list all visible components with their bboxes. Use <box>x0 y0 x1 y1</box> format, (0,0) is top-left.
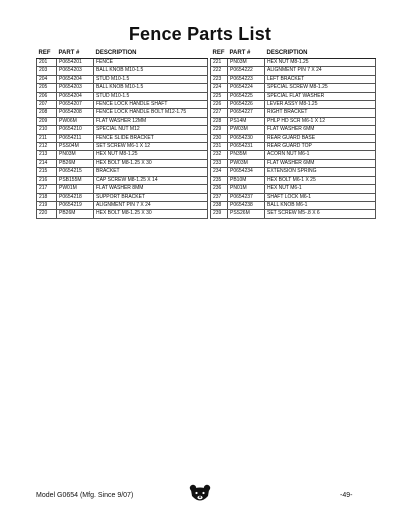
table-row <box>37 210 208 218</box>
page-title: Fence Parts List <box>128 24 272 44</box>
ref-cell: 234 <box>211 168 228 176</box>
description-cell: SPECIAL FLAT WASHER <box>265 92 376 100</box>
ref-cell: 214 <box>37 159 57 167</box>
ref-cell: 237 <box>211 193 228 201</box>
description-cell: FLAT WASHER 12MM <box>94 117 208 125</box>
table-row <box>37 59 208 67</box>
ref-cell: 209 <box>37 117 57 125</box>
table-row <box>211 117 376 125</box>
ref-cell: 235 <box>211 176 228 184</box>
ref-cell: 219 <box>37 201 57 209</box>
description-cell: HEX NUT M6-1 <box>265 185 376 193</box>
part-number-cell: P0654222 <box>228 67 265 75</box>
table-row <box>211 101 376 109</box>
part-number-cell: PN35M <box>228 151 265 159</box>
description-cell: PHLP HD SCR M6-1 X 12 <box>265 117 376 125</box>
ref-cell: 226 <box>211 101 228 109</box>
part-number-cell: P0654204 <box>57 75 94 83</box>
table-row <box>211 143 376 151</box>
bear-head-logo-icon <box>188 484 212 504</box>
ref-column-header: REF <box>211 49 228 59</box>
ref-cell: 239 <box>211 210 228 218</box>
part-number-cell: P0654227 <box>228 109 265 117</box>
ref-cell: 206 <box>37 92 57 100</box>
table-row <box>37 101 208 109</box>
description-cell: CAP SCREW M8-1.25 X 14 <box>94 176 208 184</box>
description-cell: FLAT WASHER 6MM <box>265 159 376 167</box>
part-number-cell: P0654238 <box>228 201 265 209</box>
description-cell: SHAFT LOCK M6-1 <box>265 193 376 201</box>
description-cell: FLAT WASHER 6MM <box>265 126 376 134</box>
ref-cell: 223 <box>211 75 228 83</box>
part-number-cell: PN03M <box>228 59 265 67</box>
ref-cell: 205 <box>37 84 57 92</box>
table-row <box>37 143 208 151</box>
ref-cell: 222 <box>211 67 228 75</box>
table-row <box>211 59 376 67</box>
table-row <box>37 109 208 117</box>
table-row <box>211 201 376 209</box>
part-number-cell: P0654234 <box>228 168 265 176</box>
description-column-header: DESCRIPTION <box>265 49 376 59</box>
description-cell: SUPPORT BRACKET <box>94 193 208 201</box>
part-number-cell: P0654208 <box>57 109 94 117</box>
part-number-cell: P0654237 <box>228 193 265 201</box>
ref-cell: 238 <box>211 201 228 209</box>
part-number-cell: PS14M <box>228 117 265 125</box>
part-number-cell: PW03M <box>228 159 265 167</box>
part-column-header: PART # <box>57 49 94 59</box>
parts-table-right <box>210 49 376 219</box>
description-cell: FENCE LOCK HANDLE BOLT M12-1.75 <box>94 109 208 117</box>
table-row <box>37 92 208 100</box>
ref-cell: 230 <box>211 134 228 142</box>
ref-column-header: REF <box>37 49 57 59</box>
table-row <box>211 75 376 83</box>
description-cell: HEX NUT M8-1.25 <box>265 59 376 67</box>
description-cell: HEX BOLT M8-1.25 X 30 <box>94 210 208 218</box>
part-number-cell: PSS04M <box>57 143 94 151</box>
model-footer: Model G0654 (Mfg. Since 9/07) <box>36 492 134 499</box>
table-row <box>211 168 376 176</box>
ref-cell: 233 <box>211 159 228 167</box>
table-row <box>211 193 376 201</box>
description-cell: ALIGNMENT PIN 7 X 24 <box>94 201 208 209</box>
part-number-cell: P0654211 <box>57 134 94 142</box>
ref-cell: 215 <box>37 168 57 176</box>
description-cell: LEFT BRACKET <box>265 75 376 83</box>
table-row <box>211 126 376 134</box>
description-cell: ALIGNMENT PIN 7 X 24 <box>265 67 376 75</box>
ref-cell: 221 <box>211 59 228 67</box>
description-column-header: DESCRIPTION <box>94 49 208 59</box>
table-row <box>211 134 376 142</box>
parts-table-left <box>36 49 208 219</box>
ref-cell: 224 <box>211 84 228 92</box>
description-cell: SPECIAL NUT M12 <box>94 126 208 134</box>
part-number-cell: PSB155M <box>57 176 94 184</box>
ref-cell: 211 <box>37 134 57 142</box>
description-cell: BALL KNOB M10-1.5 <box>94 84 208 92</box>
ref-cell: 231 <box>211 143 228 151</box>
table-row <box>37 159 208 167</box>
table-header-row <box>211 49 376 59</box>
description-cell: BALL KNOB M10-1.5 <box>94 67 208 75</box>
table-row <box>211 176 376 184</box>
part-number-cell: P0654203 <box>57 84 94 92</box>
table-header-row <box>37 49 208 59</box>
ref-cell: 216 <box>37 176 57 184</box>
ref-cell: 228 <box>211 117 228 125</box>
part-number-cell: PN01M <box>228 185 265 193</box>
description-cell: EXTENSION SPRING <box>265 168 376 176</box>
part-number-cell: P0654225 <box>228 92 265 100</box>
description-cell: LEVER ASSY M8-1.25 <box>265 101 376 109</box>
table-row <box>37 117 208 125</box>
table-row <box>37 126 208 134</box>
part-number-cell: P0654207 <box>57 101 94 109</box>
part-number-cell: P0654224 <box>228 84 265 92</box>
part-number-cell: PB26M <box>57 210 94 218</box>
part-number-cell: PW03M <box>228 126 265 134</box>
part-number-cell: PW06M <box>57 117 94 125</box>
part-number-cell: P0654230 <box>228 134 265 142</box>
table-row <box>37 84 208 92</box>
description-cell: ACORN NUT M6-1 <box>265 151 376 159</box>
page-number: -49- <box>340 492 353 499</box>
ref-cell: 210 <box>37 126 57 134</box>
description-cell: FENCE SLIDE BRACKET <box>94 134 208 142</box>
ref-cell: 236 <box>211 185 228 193</box>
table-row <box>211 185 376 193</box>
description-cell: BRACKET <box>94 168 208 176</box>
ref-cell: 207 <box>37 101 57 109</box>
ref-cell: 232 <box>211 151 228 159</box>
description-cell: SPECIAL SCREW M8-1.25 <box>265 84 376 92</box>
ref-cell: 208 <box>37 109 57 117</box>
table-row <box>211 84 376 92</box>
part-column-header: PART # <box>228 49 265 59</box>
ref-cell: 220 <box>37 210 57 218</box>
description-cell: HEX BOLT M8-1.25 X 30 <box>94 159 208 167</box>
ref-cell: 227 <box>211 109 228 117</box>
description-cell: FLAT WASHER 8MM <box>94 185 208 193</box>
part-number-cell: PSS26M <box>228 210 265 218</box>
ref-cell: 229 <box>211 126 228 134</box>
part-number-cell: P0654203 <box>57 67 94 75</box>
description-cell: STUD M10-1.5 <box>94 75 208 83</box>
description-cell: FENCE <box>94 59 208 67</box>
part-number-cell: PN03M <box>57 151 94 159</box>
description-cell: HEX BOLT M6-1 X 25 <box>265 176 376 184</box>
table-row <box>37 75 208 83</box>
part-number-cell: P0654219 <box>57 201 94 209</box>
ref-cell: 217 <box>37 185 57 193</box>
part-number-cell: PB26M <box>57 159 94 167</box>
part-number-cell: P0654223 <box>228 75 265 83</box>
part-number-cell: P0654204 <box>57 92 94 100</box>
table-row <box>37 151 208 159</box>
part-number-cell: P0654210 <box>57 126 94 134</box>
table-row <box>211 159 376 167</box>
table-row <box>211 210 376 218</box>
part-number-cell: P0654218 <box>57 193 94 201</box>
part-number-cell: PB10M <box>228 176 265 184</box>
description-cell: REAR GUARD BASE <box>265 134 376 142</box>
ref-cell: 204 <box>37 75 57 83</box>
ref-cell: 212 <box>37 143 57 151</box>
part-number-cell: PW01M <box>57 185 94 193</box>
table-row <box>37 176 208 184</box>
table-row <box>37 193 208 201</box>
table-row <box>37 185 208 193</box>
table-row <box>37 201 208 209</box>
table-row <box>211 92 376 100</box>
part-number-cell: P0654231 <box>228 143 265 151</box>
description-cell: HEX NUT M8-1.25 <box>94 151 208 159</box>
ref-cell: 218 <box>37 193 57 201</box>
ref-cell: 225 <box>211 92 228 100</box>
table-row <box>37 134 208 142</box>
part-number-cell: P0654226 <box>228 101 265 109</box>
description-cell: BALL KNOB M6-1 <box>265 201 376 209</box>
table-row <box>37 168 208 176</box>
description-cell: SET SCREW M6-1 X 12 <box>94 143 208 151</box>
description-cell: STUD M10-1.5 <box>94 92 208 100</box>
table-row <box>211 67 376 75</box>
part-number-cell: P0654215 <box>57 168 94 176</box>
description-cell: RIGHT BRACKET <box>265 109 376 117</box>
description-cell: FENCE LOCK HANDLE SHAFT <box>94 101 208 109</box>
table-row <box>37 67 208 75</box>
ref-cell: 203 <box>37 67 57 75</box>
part-number-cell: P0654201 <box>57 59 94 67</box>
ref-cell: 213 <box>37 151 57 159</box>
description-cell: REAR GUARD TOP <box>265 143 376 151</box>
table-row <box>211 109 376 117</box>
description-cell: SET SCREW M5-.8 X 6 <box>265 210 376 218</box>
table-row <box>211 151 376 159</box>
ref-cell: 201 <box>37 59 57 67</box>
